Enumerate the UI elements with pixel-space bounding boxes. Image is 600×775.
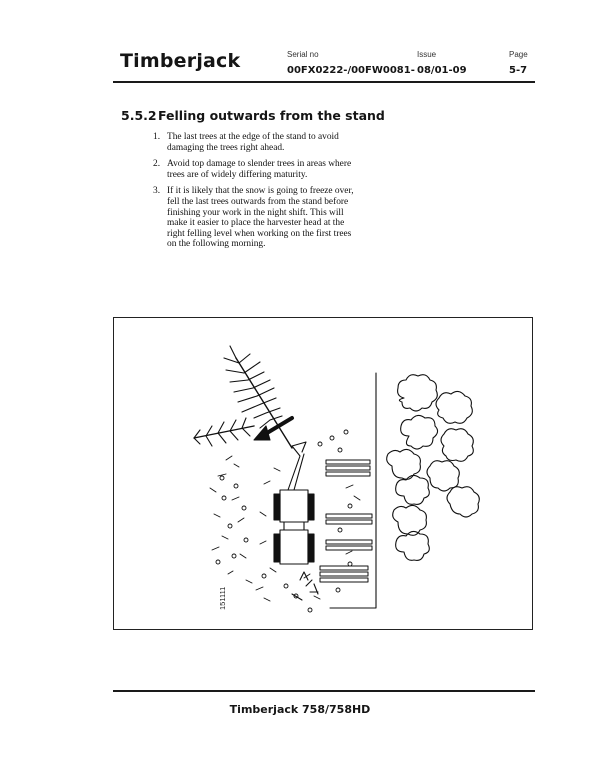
page-number: 5-7 (509, 65, 528, 76)
section-heading (121, 108, 385, 123)
page-label: Page (509, 50, 528, 59)
felling-illustration (113, 317, 533, 630)
figure-code: 151111 (218, 586, 227, 610)
section-title: Felling outwards from the stand (158, 108, 385, 123)
item-number: 3. (153, 186, 161, 197)
harvester-icon (274, 490, 314, 564)
stand-edge-line (330, 373, 376, 608)
list-item (153, 186, 363, 250)
item-number: 2. (153, 159, 161, 170)
issue-value: 08/01-09 (417, 65, 467, 76)
footer-model: Timberjack 758/758HD (229, 703, 371, 716)
list-item (153, 159, 363, 180)
ground-debris-icon (210, 430, 360, 612)
item-text: Avoid top damage to slender trees in areas where trees are of widely differing maturity. (167, 159, 352, 180)
brand-logo: Timberjack (120, 50, 241, 72)
illustration-drawing (114, 318, 532, 629)
issue-label: Issue (417, 50, 437, 59)
log-piles-icon (320, 460, 372, 582)
list-item (153, 132, 363, 153)
header-rule (113, 81, 535, 83)
item-number: 1. (153, 132, 161, 142)
crane-arm (288, 442, 306, 490)
footer-rule (113, 690, 535, 692)
serial-value: 00FX0222-/00FW0081- (287, 65, 415, 76)
section-number: 5.5.2 (121, 108, 157, 123)
instruction-list (153, 132, 363, 256)
item-text: If it is likely that the snow is going to freeze over, fell the last trees outwards from the stand before finishing your work in the night shift. This will make it easier to place the harvester head at the right felling level when working on the first trees on the following morning. (167, 186, 354, 250)
forest-canopy-icon (387, 375, 480, 561)
felling-direction-arrow (254, 418, 292, 440)
serial-label: Serial no (287, 50, 319, 59)
item-text: The last trees at the edge of the stand to avoid damaging the trees right ahead. (167, 132, 339, 153)
